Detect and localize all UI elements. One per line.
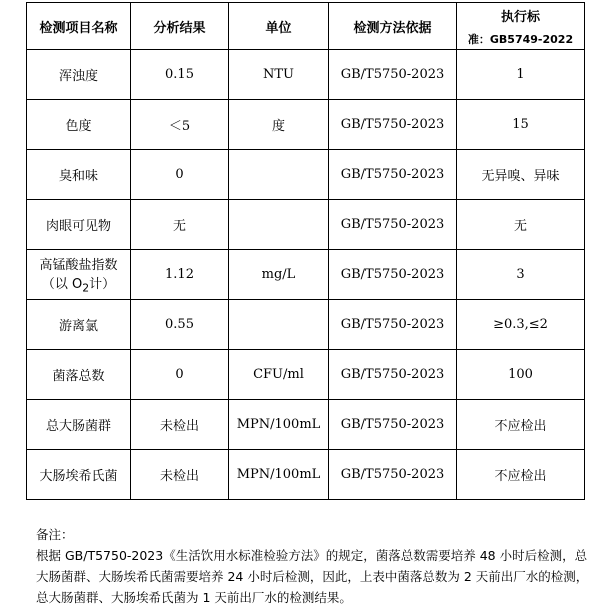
cell-result: 1.12	[131, 250, 229, 300]
cell-item: 色度	[27, 100, 131, 150]
cell-result: 无	[131, 200, 229, 250]
cell-item: 浑浊度	[27, 50, 131, 100]
cell-item: 大肠埃希氏菌	[27, 450, 131, 500]
cell-item: 肉眼可见物	[27, 200, 131, 250]
notes-section	[36, 524, 594, 608]
cell-method: GB/T5750-2023	[329, 350, 457, 400]
cell-result: 未检出	[131, 450, 229, 500]
cell-standard: 3	[457, 250, 585, 300]
cell-standard: 1	[457, 50, 585, 100]
cell-standard: 15	[457, 100, 585, 150]
cell-method: GB/T5750-2023	[329, 150, 457, 200]
table-row	[27, 200, 585, 250]
cell-unit: 度	[229, 100, 329, 150]
cell-item: 游离氯	[27, 300, 131, 350]
cell-item: 臭和味	[27, 150, 131, 200]
table-row	[27, 350, 585, 400]
cell-result: 未检出	[131, 400, 229, 450]
cell-standard: 100	[457, 350, 585, 400]
cell-result: 0	[131, 350, 229, 400]
table-row	[27, 450, 585, 500]
cell-unit: MPN/100mL	[229, 400, 329, 450]
table-row	[27, 250, 585, 300]
cell-standard: 无	[457, 200, 585, 250]
cell-method: GB/T5750-2023	[329, 200, 457, 250]
cell-item	[27, 250, 131, 300]
header-standard	[457, 3, 585, 50]
cell-unit: MPN/100mL	[229, 450, 329, 500]
cell-result: ＜5	[131, 100, 229, 150]
cell-standard: 不应检出	[457, 450, 585, 500]
cell-item-line1: 高锰酸盐指数	[39, 258, 118, 274]
header-result: 分析结果	[131, 3, 229, 50]
cell-item: 总大肠菌群	[27, 400, 131, 450]
table-row	[27, 100, 585, 150]
cell-standard: 无异嗅、异味	[457, 150, 585, 200]
cell-method: GB/T5750-2023	[329, 300, 457, 350]
table-header-row	[27, 3, 585, 50]
cell-method: GB/T5750-2023	[329, 100, 457, 150]
cell-item-line2: （以 $O_2$计）	[41, 277, 116, 295]
cell-unit: mg/L	[229, 250, 329, 300]
cell-item: 菌落总数	[27, 350, 131, 400]
cell-method: GB/T5750-2023	[329, 250, 457, 300]
cell-method: GB/T5750-2023	[329, 400, 457, 450]
header-standard-line1: 执行标	[500, 9, 540, 25]
header-item: 检测项目名称	[27, 3, 131, 50]
cell-method: GB/T5750-2023	[329, 450, 457, 500]
cell-result: 0.55	[131, 300, 229, 350]
water-quality-table	[26, 2, 585, 500]
cell-unit	[229, 200, 329, 250]
cell-standard: 不应检出	[457, 400, 585, 450]
cell-unit	[229, 150, 329, 200]
table-row	[27, 300, 585, 350]
cell-unit	[229, 300, 329, 350]
header-standard-line2: 准：GB5749-2022	[467, 32, 574, 46]
cell-unit: CFU/ml	[229, 350, 329, 400]
table-row	[27, 50, 585, 100]
header-unit: 单位	[229, 3, 329, 50]
notes-body: 根据 GB/T5750-2023《生活饮用水标准检验方法》的规定，菌落总数需要培养 48 小时后检测，总大肠菌群、大肠埃希氏菌需要培养 24 小时后检测，因此，上表中菌落总数为 2 天前出厂水的检测，总大肠菌群、大肠埃希氏菌为 1 天前出厂水的检测结果。	[36, 548, 589, 605]
header-method: 检测方法依据	[329, 3, 457, 50]
cell-unit: NTU	[229, 50, 329, 100]
cell-result: 0.15	[131, 50, 229, 100]
cell-method: GB/T5750-2023	[329, 50, 457, 100]
table-row	[27, 400, 585, 450]
cell-result: 0	[131, 150, 229, 200]
cell-standard: ≥0.3,≤2	[457, 300, 585, 350]
notes-title: 备注：	[36, 527, 74, 542]
table-row	[27, 150, 585, 200]
